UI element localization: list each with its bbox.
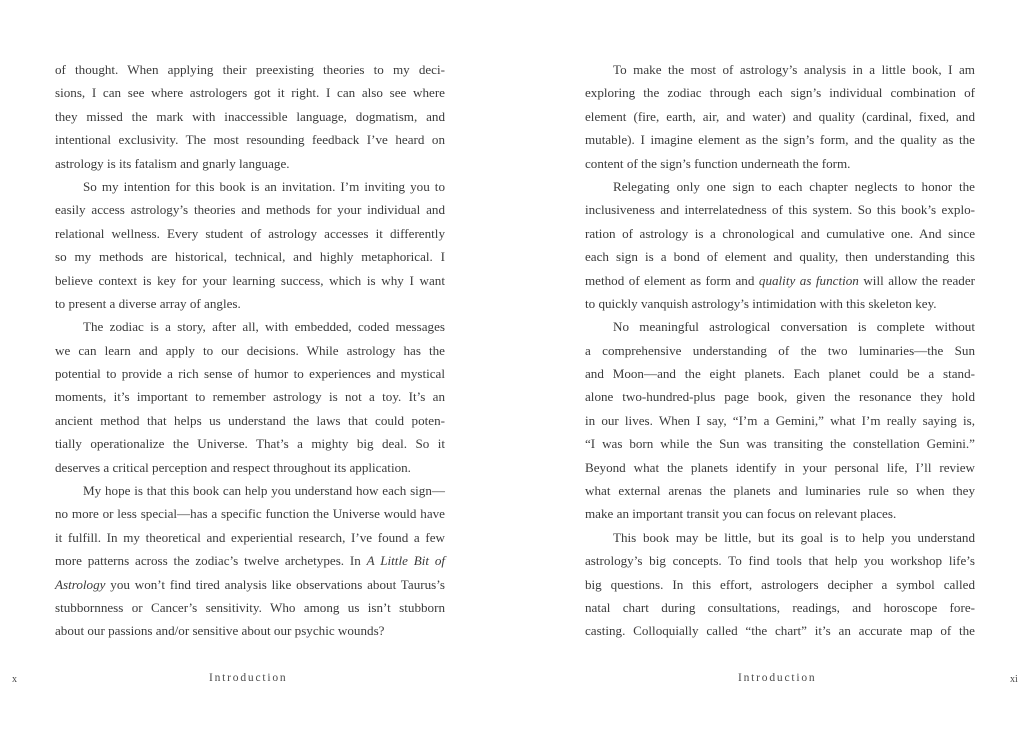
text-line: moments, it’s important to remember astrology is not a toy. It’s an: [55, 389, 445, 405]
text-line: content of the sign’s function underneath the form.: [585, 155, 851, 171]
text-line: astrology is its fatalism and gnarly language.: [55, 155, 290, 171]
text-line: each sign is a bond of element and quality, then understanding this: [585, 249, 975, 265]
text-line: astrology’s big concepts. To find tools that help you workshop life’s: [585, 553, 975, 569]
text-line: about our passions and/or sensitive about our psychic wounds?: [55, 623, 385, 639]
right-running-footer: Introduction: [738, 672, 817, 684]
text-line: Beyond what the planets identify in your personal life, I’ll review: [585, 459, 975, 475]
left-page-body: [55, 58, 445, 643]
right-page-body: [585, 58, 975, 643]
text-line: So my intention for this book is an invitation. I’m inviting you to: [83, 178, 445, 194]
left-running-footer: Introduction: [209, 672, 288, 684]
text-line: alone two-hundred-plus page book, given the resonance they hold: [585, 389, 975, 405]
text-line: tially operationalize the Universe. That’s a mighty big deal. So it: [55, 436, 445, 452]
text-line: they missed the mark with inaccessible language, dogmatism, and: [55, 108, 445, 124]
right-page: [512, 0, 1024, 746]
text-line: it fulfill. In my theoretical and experiential research, I’ve found a few: [55, 529, 445, 545]
text-line: to present a diverse array of angles.: [55, 295, 241, 311]
text-line: a comprehensive understanding of the two luminaries—the Sun: [585, 342, 975, 358]
text-line: in our lives. When I say, “I’m a Gemini,” what I’m really saying is,: [585, 412, 975, 428]
text-line: inclusiveness and interrelatedness of this system. So this book’s explo-: [585, 202, 975, 218]
text-line: no more or less special—has a specific function the Universe would have: [55, 506, 445, 522]
text-line: No meaningful astrological conversation is complete without: [613, 319, 975, 335]
text-line: sions, I can see where astrologers got it right. I can also see where: [55, 85, 445, 101]
text-line: My hope is that this book can help you understand how each sign—: [83, 483, 445, 499]
text-line: ration of astrology is a chronological and cumulative one. And since: [585, 225, 975, 241]
text-line: “I was born while the Sun was transiting the constellation Gemini.”: [585, 436, 975, 452]
right-page-number: xi: [1010, 674, 1018, 685]
text-line: casting. Colloquially called “the chart” it’s an accurate map of the: [585, 623, 975, 639]
text-line: so my methods are historical, technical, and highly metaphorical. I: [55, 249, 445, 265]
text-line: easily access astrology’s theories and methods for your individual and: [55, 202, 445, 218]
text-line: big questions. In this effort, astrologers decipher a symbol called: [585, 576, 975, 592]
text-line: To make the most of astrology’s analysis in a little book, I am: [613, 62, 975, 77]
text-line: deserves a critical perception and respect throughout its application.: [55, 459, 411, 475]
text-line: relational wellness. Every student of astrology accesses it differently: [55, 225, 445, 241]
text-line: make an important transit you can focus on relevant places.: [585, 506, 897, 522]
text-line: method of element as form and quality as function will allow the reader: [585, 272, 976, 288]
text-line: Astrology you won’t find tired analysis like observations about Taurus’s: [55, 576, 445, 592]
text-line: natal chart during consultations, readings, and horoscope fore-: [585, 599, 975, 615]
text-line: This book may be little, but its goal is to help you understand: [613, 529, 975, 545]
text-line: mutable). I imagine element as the sign’s form, and the quality as the: [585, 132, 975, 148]
text-line: The zodiac is a story, after all, with embedded, coded messages: [83, 319, 445, 335]
text-line: more patterns across the zodiac’s twelve archetypes. In A Little Bit of: [55, 553, 445, 569]
text-line: intentional exclusivity. The most resounding feedback I’ve heard on: [55, 132, 445, 148]
text-line: stubbornness or Cancer’s sensitivity. Who among us isn’t stubborn: [55, 599, 445, 615]
text-line: element (fire, earth, air, and water) and quality (cardinal, fixed, and: [585, 108, 975, 124]
text-line: to quickly vanquish astrology’s intimidation with this skeleton key.: [585, 295, 937, 311]
text-line: ancient method that helps us understand the laws that could poten-: [55, 412, 445, 428]
text-line: of thought. When applying their preexisting theories to my deci-: [55, 62, 445, 77]
text-line: Relegating only one sign to each chapter neglects to honor the: [613, 178, 975, 194]
text-line: exploring the zodiac through each sign’s individual combination of: [585, 85, 975, 101]
left-page-number: x: [12, 674, 17, 685]
text-line: and Moon—and the eight planets. Each planet could be a stand-: [585, 366, 975, 382]
text-line: what external arenas the planets and luminaries rule so when they: [585, 483, 975, 499]
text-line: we can learn and apply to our decisions. While astrology has the: [55, 342, 445, 358]
text-line: believe context is key for your learning success, which is why I want: [55, 272, 445, 288]
text-line: potential to provide a rich sense of humor to experiences and mystical: [55, 366, 445, 382]
